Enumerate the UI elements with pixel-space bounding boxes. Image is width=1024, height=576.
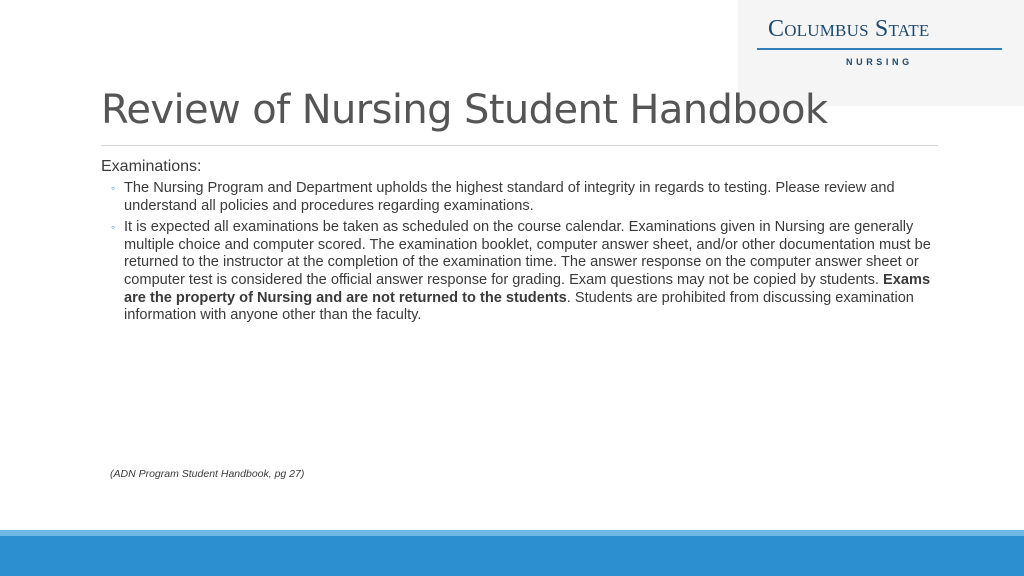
page-title: Review of Nursing Student Handbook bbox=[101, 87, 828, 133]
bullet-item-exam-schedule bbox=[101, 219, 941, 325]
logo-subtitle: NURSING bbox=[846, 57, 913, 67]
logo-wordmark: Columbus State bbox=[768, 16, 930, 42]
bullet-circle-icon: ◦ bbox=[111, 181, 116, 195]
footer-band-main bbox=[0, 536, 1024, 576]
bullet-text-continued: . Students are prohibited from discussing examination information with anyone other than the faculty. bbox=[124, 289, 914, 324]
citation: (ADN Program Student Handbook, pg 27) bbox=[110, 468, 305, 480]
bullet-bold-text: Exams are the property of Nursing and are not returned to the students bbox=[124, 271, 931, 306]
bullet-text: It is expected all examinations be taken as scheduled on the course calendar. Examinations given in Nursing are generally multiple choice and computer scored. The examination booklet, computer answer sheet, and/or other documentation must be returned to the instructor at the completion of the examination time. The answer response on the computer answer sheet or computer test is considered the official answer response for grading. Exam questions may not be copied by students. bbox=[124, 219, 931, 288]
bullet-list bbox=[101, 180, 941, 325]
title-divider bbox=[101, 145, 938, 146]
slide-content bbox=[101, 157, 941, 329]
bullet-text: The Nursing Program and Department upholds the highest standard of integrity in regards to testing. Please review and understand all policies and procedures regarding examinations. bbox=[124, 180, 895, 214]
bullet-circle-icon: ◦ bbox=[111, 220, 116, 235]
bullet-item-testing-integrity bbox=[101, 180, 941, 215]
section-heading: Examinations: bbox=[101, 158, 202, 175]
logo-divider bbox=[757, 48, 1002, 50]
footer-band bbox=[0, 530, 1024, 576]
